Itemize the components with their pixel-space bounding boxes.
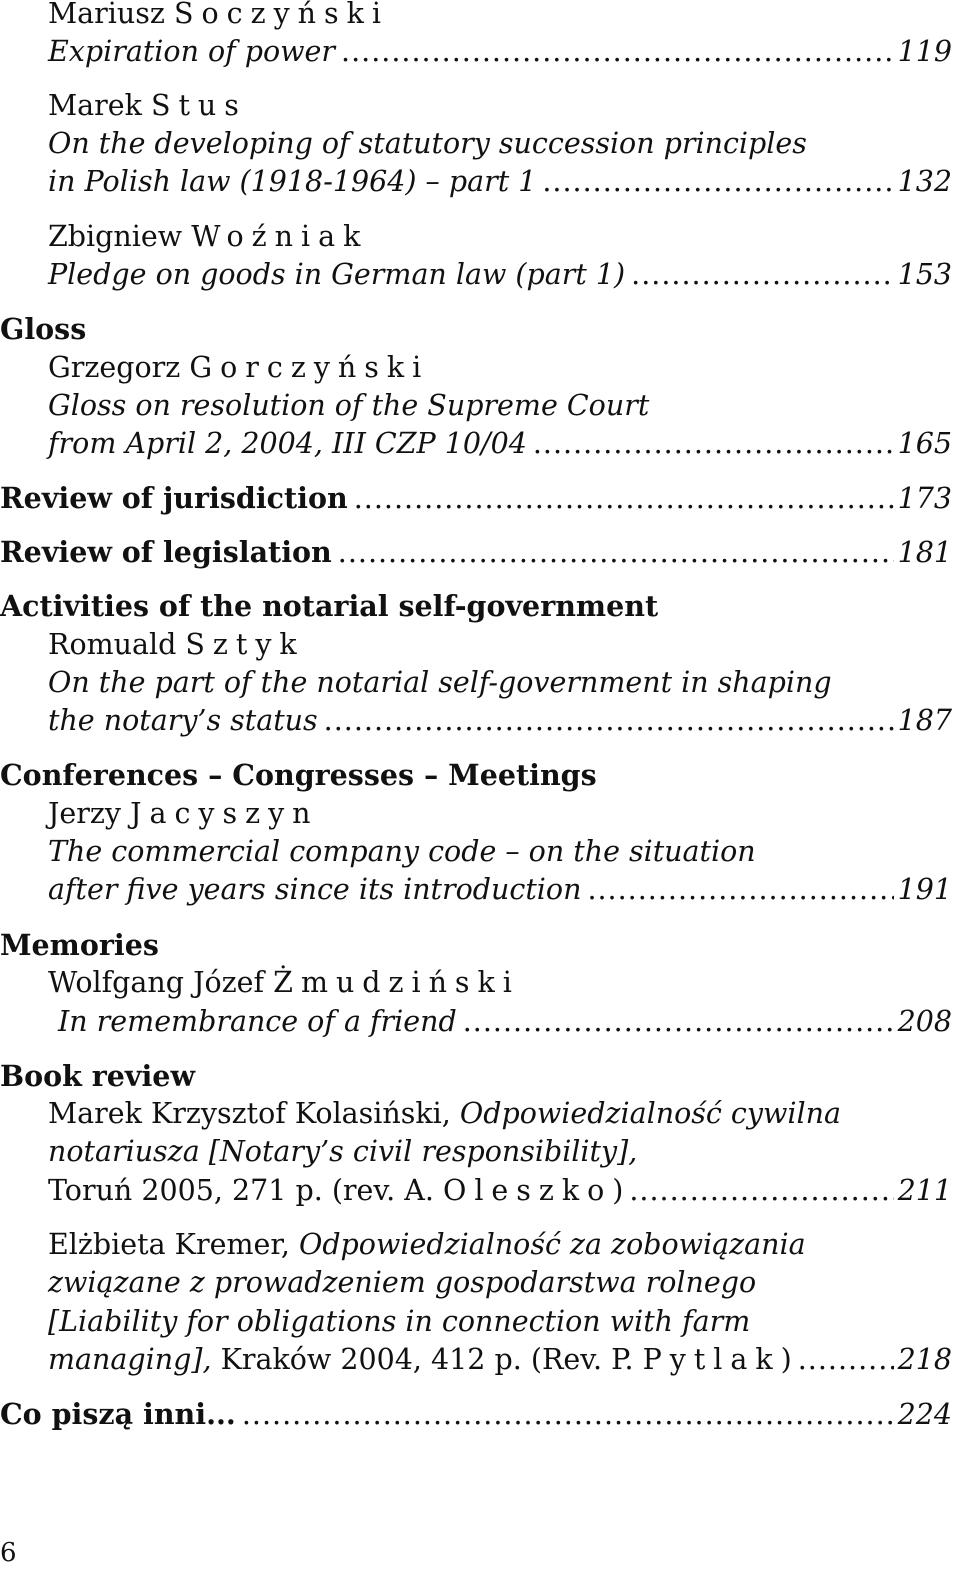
- review-book-title: managing],: [48, 1343, 212, 1376]
- section-heading-memories: Memories: [0, 928, 159, 962]
- entry-title: after five years since its introduction: [48, 873, 582, 906]
- closing-paren: ): [780, 1343, 792, 1376]
- leader-dots: [341, 33, 894, 71]
- leader-dots: [324, 702, 894, 740]
- author-line: [48, 349, 952, 387]
- review-publication: [48, 1341, 792, 1379]
- section-heading-conferences: Conferences – Congresses – Meetings: [0, 758, 597, 792]
- author-first-name: Marek: [48, 89, 142, 122]
- leader-dots: [533, 425, 894, 463]
- review-line: [48, 1226, 952, 1264]
- review-line: [48, 1095, 952, 1133]
- entry-title-line: Gloss on resolution of the Supreme Court: [48, 389, 650, 422]
- section-heading-book-review: Book review: [0, 1059, 195, 1093]
- page-number: 187: [897, 704, 952, 737]
- review-book-title-line: związane z prowadzeniem gospodarstwa rolnego: [48, 1266, 757, 1299]
- page-number: 181: [897, 536, 952, 569]
- toc-entry: [48, 1172, 952, 1210]
- page-number: 191: [897, 873, 952, 906]
- entry-title: from April 2, 2004, III CZP 10/04: [48, 427, 527, 460]
- review-publication: [48, 1172, 623, 1210]
- author-last-name: Jacyszyn: [130, 797, 319, 830]
- publication-info: Kraków 2004, 412 p. (Rev. P.: [220, 1343, 634, 1376]
- leader-dots: [631, 256, 893, 294]
- author-first-name: Zbigniew: [48, 220, 183, 253]
- author-last-name: Woźniak: [191, 220, 369, 253]
- leader-dots: [542, 163, 893, 201]
- publication-info: Toruń 2005, 271 p. (rev. A.: [48, 1174, 434, 1207]
- section-heading-co-pisza-inni: [0, 1395, 952, 1433]
- entry-title-line: On the developing of statutory succession principles: [48, 127, 807, 160]
- author-last-name: Stus: [151, 89, 247, 122]
- author-first-name: Grzegorz: [48, 351, 181, 384]
- leader-dots: [354, 480, 894, 518]
- review-book-title: Odpowiedzialność cywilna: [459, 1097, 841, 1130]
- author-line: [48, 87, 952, 125]
- review-book-title-line: notariusza [Notary’s civil responsibility],: [48, 1135, 638, 1168]
- toc-entry: [48, 1341, 952, 1379]
- toc-entry: [48, 163, 952, 201]
- author-line: [48, 795, 952, 833]
- page-number: 224: [897, 1398, 952, 1431]
- leader-dots: [798, 1341, 894, 1379]
- page-number: 165: [897, 427, 952, 460]
- reviewer-name: Oleszko: [442, 1174, 613, 1207]
- entry-title-line: On the part of the notarial self-government in shaping: [48, 666, 832, 699]
- entry-title: Expiration of power: [48, 35, 336, 68]
- entry-title: In remembrance of a friend: [58, 1005, 457, 1038]
- page-number: 218: [897, 1343, 952, 1376]
- page-number: 208: [897, 1005, 952, 1038]
- leader-dots: [338, 534, 894, 572]
- toc-entry: [48, 256, 952, 294]
- section-title: Co piszą inni...: [0, 1397, 236, 1431]
- review-author: Marek Krzysztof Kolasiński,: [48, 1097, 451, 1130]
- leader-dots: [242, 1396, 894, 1434]
- toc-entry: [48, 702, 952, 740]
- entry-title: in Polish law (1918-1964) – part 1: [48, 165, 537, 198]
- author-last-name: Sztyk: [185, 628, 305, 661]
- reviewer-name: Pytlak: [642, 1343, 781, 1376]
- page-folio-number: 6: [0, 1538, 17, 1568]
- author-line: [48, 964, 952, 1002]
- author-last-name: Gorczyński: [189, 351, 430, 384]
- section-heading-gloss: Gloss: [0, 312, 87, 346]
- author-line: [48, 0, 952, 33]
- section-title: Review of jurisdiction: [0, 481, 348, 515]
- leader-dots: [587, 871, 893, 909]
- author-last-name: Żmudziński: [273, 966, 520, 999]
- toc-entry: [48, 33, 952, 71]
- review-book-title-line: [Liability for obligations in connection with farm: [48, 1305, 751, 1338]
- toc-entry: [48, 425, 952, 463]
- author-line: [48, 626, 952, 664]
- entry-title: the notary’s status: [48, 704, 318, 737]
- page-number: 119: [897, 35, 952, 68]
- toc-entry: [48, 871, 952, 909]
- author-first-name: Wolfgang Józef: [48, 966, 265, 999]
- review-book-title: Odpowiedzialność za zobowiązania: [298, 1228, 806, 1261]
- review-author: Elżbieta Kremer,: [48, 1228, 290, 1261]
- section-heading-review-of-legislation: [0, 533, 952, 571]
- author-last-name: Soczyński: [173, 0, 389, 30]
- author-first-name: Jerzy: [48, 797, 122, 830]
- leader-dots: [463, 1003, 894, 1041]
- page-number: 211: [897, 1174, 952, 1207]
- toc-entry: [58, 1003, 952, 1041]
- entry-title: Pledge on goods in German law (part 1): [48, 258, 626, 291]
- author-first-name: Mariusz: [48, 0, 165, 30]
- page-number: 153: [897, 258, 952, 291]
- entry-title-line: The commercial company code – on the situation: [48, 835, 756, 868]
- author-first-name: Romuald: [48, 628, 177, 661]
- leader-dots: [629, 1172, 893, 1210]
- author-line: [48, 218, 952, 256]
- page-number: 173: [897, 482, 952, 515]
- page-number: 132: [897, 165, 952, 198]
- section-heading-activities: Activities of the notarial self-government: [0, 589, 659, 623]
- section-heading-review-of-jurisdiction: [0, 479, 952, 517]
- section-title: Review of legislation: [0, 535, 332, 569]
- closing-paren: ): [612, 1174, 624, 1207]
